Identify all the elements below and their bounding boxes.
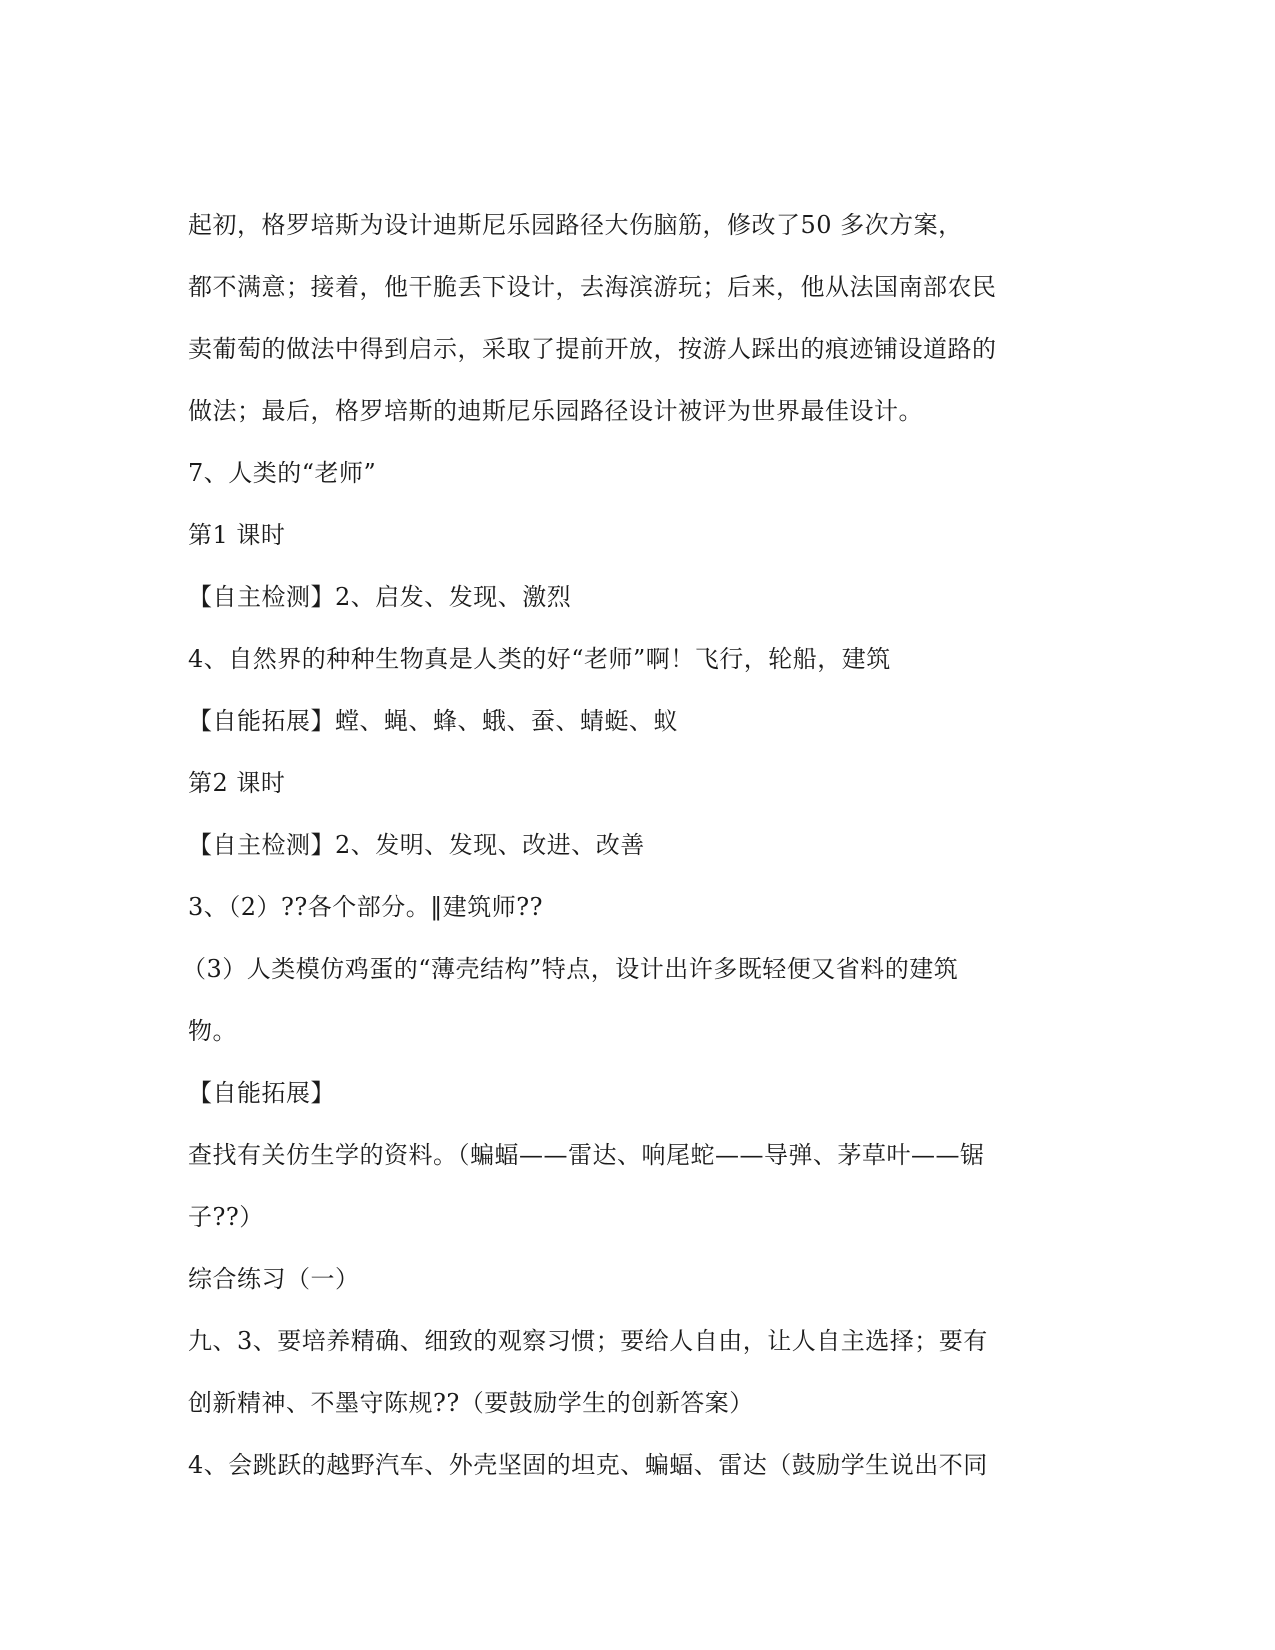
answer-line: 查找有关仿生学的资料。（蝙蝠——雷达、响尾蛇——导弹、茅草叶——锯: [188, 1141, 985, 1169]
answer-line: 4、自然界的种种生物真是人类的好“老师”啊！飞行，轮船，建筑: [188, 645, 891, 673]
document-body: [182, 194, 1088, 1496]
answer-line: 4、会跳跃的越野汽车、外壳坚固的坦克、蝙蝠、雷达（鼓励学生说出不同: [188, 1451, 988, 1479]
paragraph-line: 起初，格罗培斯为设计迪斯尼乐园路径大伤脑筋，修改了50 多次方案，: [188, 211, 963, 239]
answer-line: 【自主检测】2、发明、发现、改进、改善: [188, 831, 645, 859]
paragraph-line: 都不满意；接着，他干脆丢下设计，去海滨游玩；后来，他从法国南部农民: [188, 273, 997, 301]
section-heading: 综合练习（一）: [188, 1265, 360, 1293]
paragraph-line: 卖葡萄的做法中得到启示，采取了提前开放，按游人踩出的痕迹铺设道路的: [188, 335, 997, 363]
answer-line: 【自能拓展】螳、蝇、蜂、蛾、蚕、蜻蜓、蚁: [188, 707, 678, 735]
answer-line: 物。: [188, 1017, 237, 1045]
section-heading: 7、人类的“老师”: [188, 459, 377, 487]
answer-line: 【自主检测】2、启发、发现、激烈: [188, 583, 572, 611]
answer-line: 九、3、要培养精确、细致的观察习惯；要给人自由，让人自主选择；要有: [188, 1327, 988, 1355]
answer-line: 3、（2）??各个部分。‖建筑师??: [188, 893, 544, 921]
lesson-heading: 第2 课时: [188, 769, 286, 797]
answer-heading: 【自能拓展】: [188, 1079, 335, 1107]
answer-line: （3）人类模仿鸡蛋的“薄壳结构”特点，设计出许多既轻便又省料的建筑: [182, 955, 959, 983]
answer-line: 子??）: [188, 1203, 264, 1231]
lesson-heading: 第1 课时: [188, 521, 286, 549]
paragraph-line: 做法；最后，格罗培斯的迪斯尼乐园路径设计被评为世界最佳设计。: [188, 397, 923, 425]
answer-line: 创新精神、不墨守陈规??（要鼓励学生的创新答案）: [188, 1389, 754, 1417]
